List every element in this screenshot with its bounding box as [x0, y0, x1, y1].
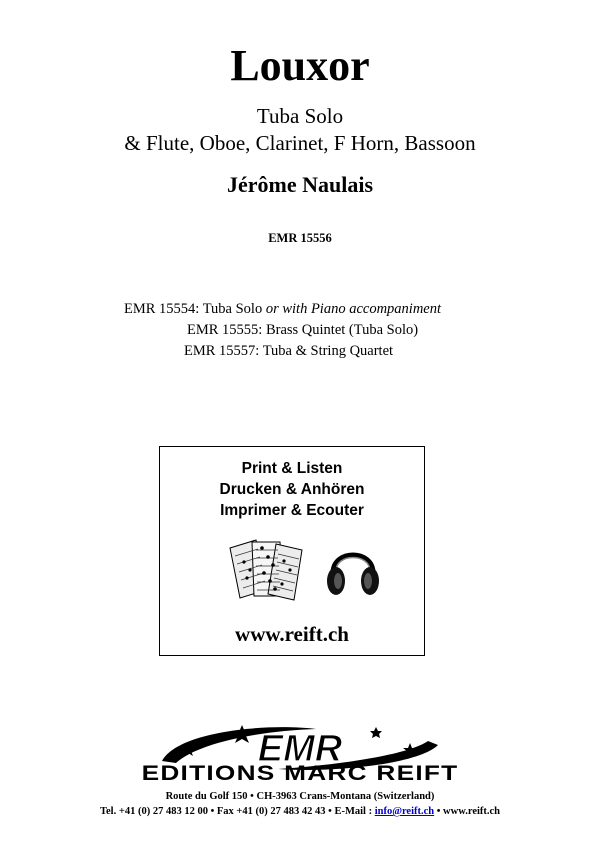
publisher-address: Route du Golf 150 • CH-3963 Crans-Montana (Switzerland)	[165, 791, 435, 802]
score-title: Louxor	[230, 41, 370, 90]
other-edition-3	[184, 342, 393, 360]
promo-website: www.reift.ch	[235, 622, 349, 646]
promo-line-french: Imprimer & Ecouter	[220, 502, 364, 519]
print-listen-box	[159, 446, 425, 656]
contact-website: • www.reift.ch	[434, 806, 501, 817]
publisher-name: EDITIONS MARC REIFT	[141, 762, 459, 785]
composer-name: Jérôme Naulais	[226, 172, 374, 197]
promo-line-english: Print & Listen	[241, 460, 343, 477]
catalog-code: EMR 15556	[268, 231, 332, 245]
edition-code: EMR 15557: Tuba & String Quartet	[184, 343, 394, 359]
edition-code: EMR 15555: Brass Quintet (Tuba Solo)	[187, 322, 419, 338]
email-link[interactable]: info@reift.ch	[374, 806, 435, 817]
logo-text: EMR	[257, 728, 343, 770]
sheet-music-icon	[222, 534, 312, 604]
instrumentation-ensemble: & Flute, Oboe, Clarinet, F Horn, Bassoon	[124, 131, 476, 155]
contact-phone-fax: Tel. +41 (0) 27 483 12 00 • Fax +41 (0) 27 483 42 43 • E-Mail :	[99, 806, 375, 817]
promo-line-german: Drucken & Anhören	[219, 481, 365, 498]
headphones-icon	[324, 537, 382, 599]
instrumentation-solo: Tuba Solo	[256, 104, 344, 128]
publisher-contact	[0, 805, 600, 819]
edition-note: or with Piano accompaniment	[265, 301, 442, 317]
other-edition-2	[187, 321, 418, 339]
edition-code: EMR 15554: Tuba Solo	[124, 301, 266, 317]
other-edition-1	[124, 300, 441, 318]
